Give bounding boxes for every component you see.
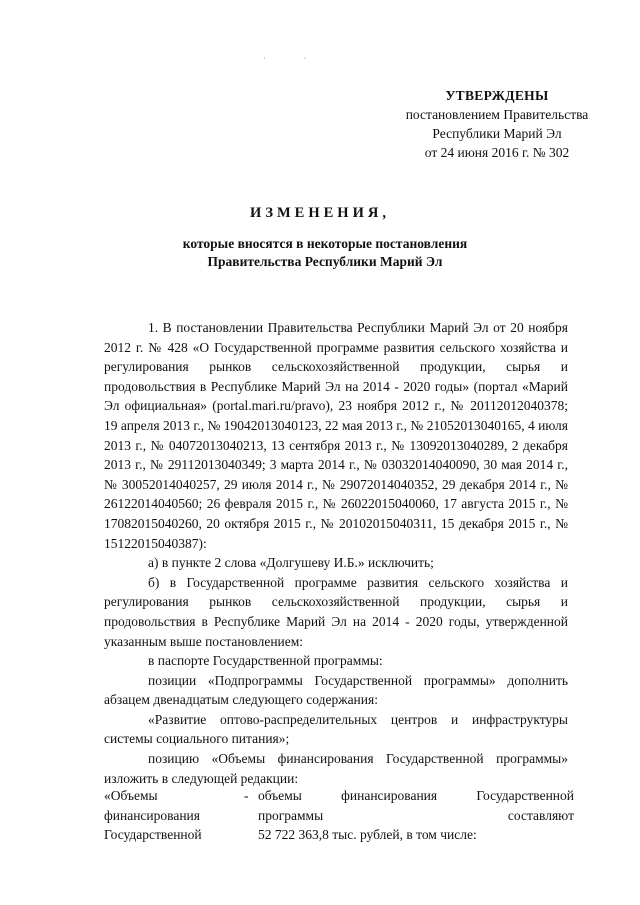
table-cell-left: финансирования — [104, 807, 200, 823]
document-subtitle — [120, 235, 530, 271]
table-row — [104, 825, 574, 845]
financing-table — [104, 786, 574, 845]
scan-marks: · · — [263, 54, 325, 63]
paragraph-3: б) в Государственной программе развития сельского хозяйства и регулирования рынков сельскохозяйственной продукции, сырья и продовольствия в Республике Марий Эл на 2014 - 2020 годы, утвержденной указанным выше постановлением: — [104, 574, 568, 649]
approval-line-2: Республики Марий Эл — [432, 126, 562, 141]
paragraph-4: в паспорте Государственной программы: — [148, 653, 383, 669]
table-dash: - — [244, 788, 249, 803]
paragraph-1: 1. В постановлении Правительства Республики Марий Эл от 20 ноября 2012 г. № 428 «О Государственной программе развития сельского хозяйства и регулирования рынков сельскохозяйственной продукции, сырья и продовольствия в Республике Марий Эл на 2014 - 2020 годы» (портал «Марий Эл официальная» (portal.mari.ru/pravo), 23 ноября 2012 г., № 20112012040378; 19 апреля 2013 г., № 19042013040123, 22 мая 2013 г., № 21052013040165, 4 июля 2013 г., № 04072013040213, 13 сентября 2013 г., № 13092013040289, 2 декабря 2013 г., № 29112013040349; 3 марта 2014 г., № 03032014040090, 30 мая 2014 г., № 30052014040257, 29 июля 2014 г., № 29072014040352, 29 декабря 2014 г., № 26122014040560; 26 февраля 2015 г., № 26022015040060, 17 августа 2015 г., № 17082015040260, 20 октября 2015 г., № 20102015040311, 15 декабря 2015 г., № 15122015040387): — [104, 320, 568, 551]
approval-line-1: постановлением Правительства — [405, 107, 589, 122]
approval-heading: УТВЕРЖДЕНЫ — [445, 88, 549, 103]
table-cell-right: 52 722 363,8 тыс. рублей, в том числе: — [258, 827, 477, 843]
approval-stamp — [372, 86, 622, 162]
table-cell-right: объемы финансирования Государственной — [258, 788, 574, 803]
table-row — [104, 786, 574, 806]
paragraph-2: а) в пункте 2 слова «Долгушеву И.Б.» исключить; — [148, 555, 434, 571]
paragraph-7: позицию «Объемы финансирования Государственной программы» изложить в следующей редакции: — [104, 751, 568, 786]
table-cell-left: «Объемы — [104, 788, 158, 803]
subtitle-line-1: которые вносятся в некоторые постановления — [182, 236, 468, 251]
table-cell-left: Государственной — [104, 827, 202, 843]
subtitle-line-2: Правительства Республики Марий Эл — [207, 254, 443, 269]
approval-line-3: от 24 июня 2016 г. № 302 — [424, 145, 570, 160]
document-title: ИЗМЕНЕНИЯ, — [250, 205, 390, 221]
paragraph-6: «Развитие оптово-распределительных центров и инфраструктуры системы социального питания»; — [104, 711, 568, 747]
table-row — [104, 806, 574, 826]
table-cell-right: программы составляют — [258, 807, 574, 823]
document-body — [104, 318, 568, 788]
paragraph-5: позиции «Подпрограммы Государственной программы» дополнить абзацем двенадцатым следующего содержания: — [104, 672, 568, 708]
